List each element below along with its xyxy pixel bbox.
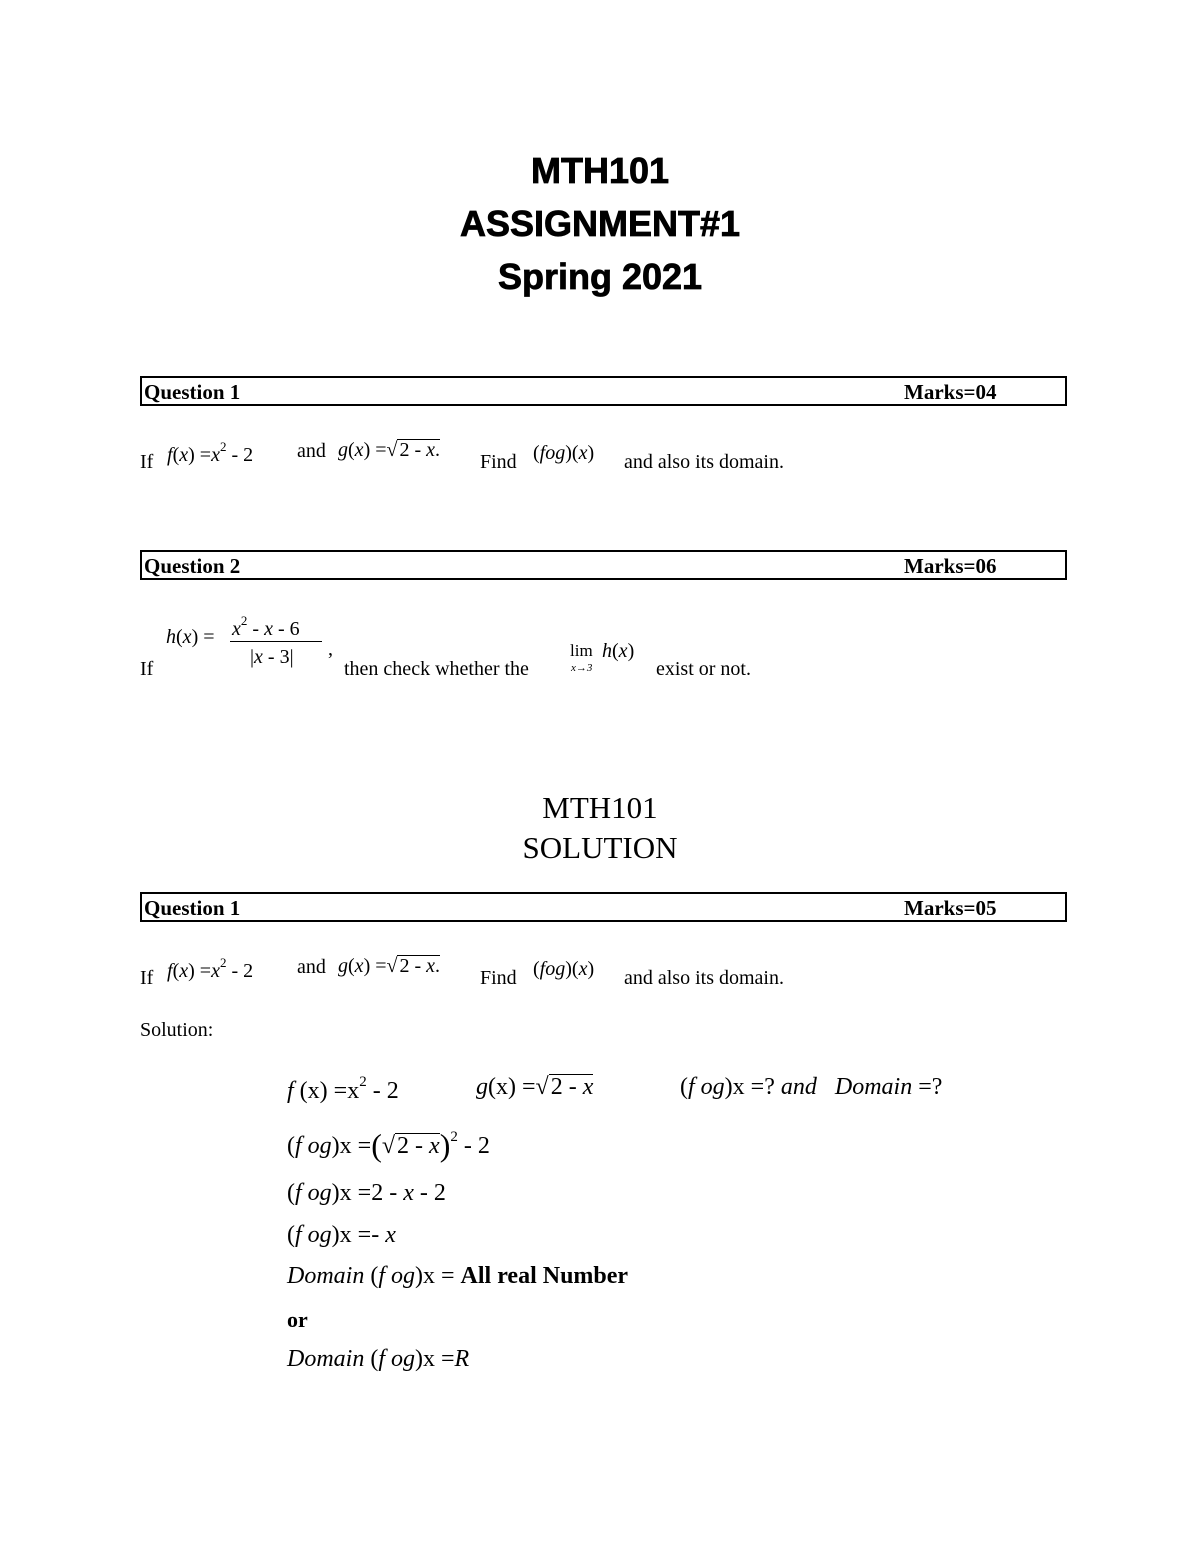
find-word: Find — [480, 451, 517, 473]
given-f: f $(x) =x^2 - 2$ — [287, 1074, 399, 1104]
domain-text: and also its domain. — [624, 967, 784, 989]
step-1: (f og)x =(√2 - x)$^2$ - 2 — [287, 1127, 490, 1163]
domain-text: and also its domain. — [624, 451, 784, 473]
given-g: g(x) =√2 - x — [476, 1074, 594, 1100]
and-word: and — [297, 956, 326, 978]
g-definition: g(x) =√ 2 - x. — [338, 439, 441, 461]
question-1-text — [140, 437, 840, 477]
marks-label: Marks=06 — [904, 554, 997, 578]
solution-title: SOLUTION — [522, 830, 678, 865]
assignment-title: ASSIGNMENT#1 — [459, 203, 741, 244]
comma: , — [328, 638, 333, 660]
solution-course-code: MTH101 — [542, 790, 658, 825]
solution-question-1-text — [140, 953, 840, 993]
solution-label: Solution: — [140, 1019, 214, 1041]
question-2-header — [140, 550, 1067, 580]
given-goal: (f og)x =? and Domain =? — [680, 1074, 943, 1100]
step-2: (f og)x =2 - x - 2 — [287, 1180, 446, 1206]
lim-word: lim — [570, 641, 593, 660]
question-2-text — [140, 610, 840, 690]
question-1-header — [140, 376, 1067, 406]
exist-text: exist or not. — [656, 658, 751, 680]
term: Spring 2021 — [497, 256, 703, 297]
question-label: Question 1 — [144, 380, 241, 404]
and-word: and — [297, 440, 326, 462]
composition: (fog)(x) — [533, 958, 595, 980]
composition: (fog)(x) — [533, 442, 595, 464]
fraction-denominator: |x - 3| — [250, 646, 294, 668]
f-definition: $f(x) =x^2 - 2$ — [167, 439, 254, 466]
check-text: then check whether the — [344, 658, 529, 680]
question-label: Question 1 — [144, 896, 241, 920]
solution-question-1-header — [140, 892, 1067, 922]
step-3: (f og)x =- x — [287, 1222, 396, 1248]
lim-subscript: x→3 — [571, 662, 593, 674]
domain-result-1: Domain (f og)x = All real Number — [287, 1263, 629, 1289]
h-lhs: h(x) = — [166, 626, 215, 648]
f-definition: $f(x) =x^2 - 2$ — [167, 955, 254, 982]
marks-label: Marks=05 — [904, 896, 997, 920]
fraction-bar — [230, 641, 322, 642]
domain-value: All real Number — [460, 1263, 629, 1289]
marks-label: Marks=04 — [904, 380, 997, 404]
g-definition: g(x) =√ 2 - x. — [338, 955, 441, 977]
if-word: If — [140, 967, 154, 989]
question-label: Question 2 — [144, 554, 241, 578]
find-word: Find — [480, 967, 517, 989]
domain-result-2: Domain (f og)x =R — [287, 1346, 470, 1372]
fraction-numerator: $x^2$ - x - 6 — [232, 613, 300, 640]
lim-argument: h(x) — [602, 640, 635, 662]
or-word: or — [287, 1307, 308, 1332]
if-word: If — [140, 658, 154, 680]
course-code: MTH101 — [530, 150, 670, 191]
if-word: If — [140, 451, 154, 473]
